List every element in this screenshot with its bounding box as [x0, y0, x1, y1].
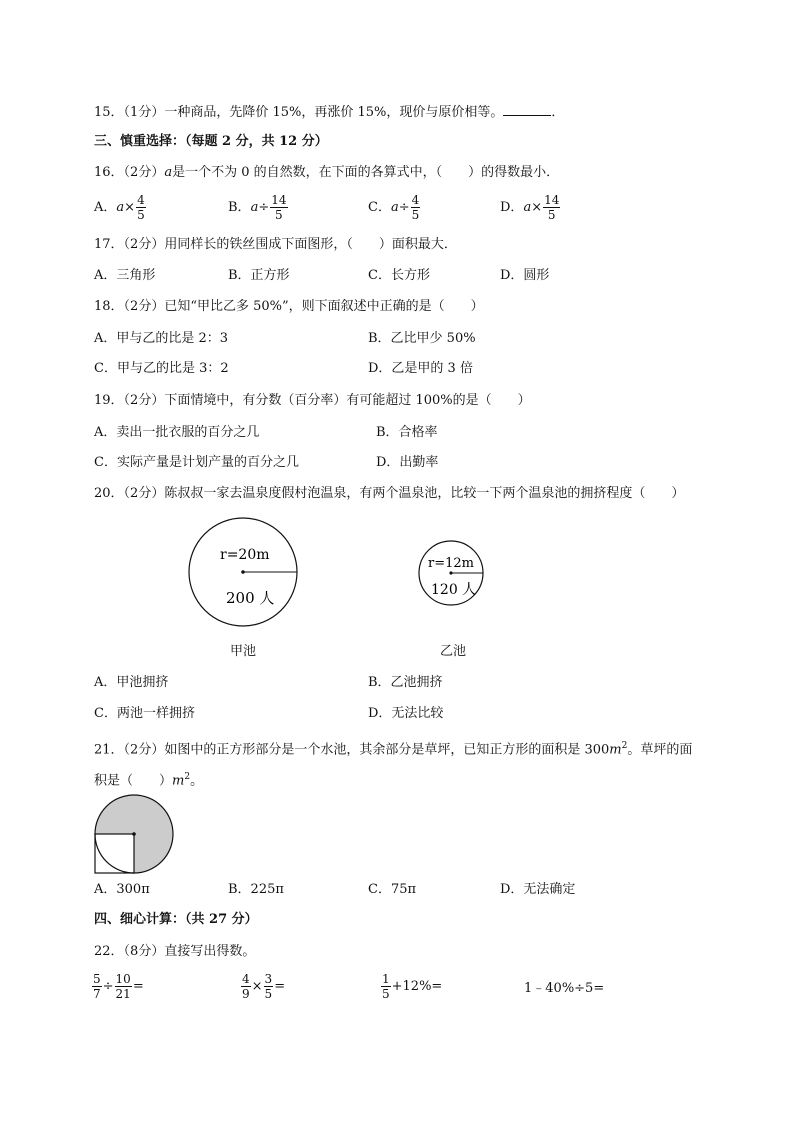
q18-option-d[interactable]: D．乙是甲的 3 倍: [368, 361, 473, 376]
q20-option-a[interactable]: A．甲池拥挤: [94, 675, 169, 690]
q16-option-c[interactable]: C．a÷ $\frac{4}{5}$: [368, 193, 420, 222]
pool-a-center: [241, 570, 245, 574]
pool-a-diagram: [180, 512, 310, 637]
q16-option-a[interactable]: A．a× $\frac{4}{5}$: [94, 193, 145, 222]
question-15: 15．（1分）一种商品，先降价 15%，再涨价 15%，现价与原价相等。 ．: [94, 105, 565, 120]
q16-option-d[interactable]: D．a× $\frac{14}{5}$: [500, 193, 560, 222]
section-3-heading: 三、慎重选择：（每题 2 分，共 12 分）: [94, 134, 328, 149]
q17-option-c[interactable]: C．长方形: [368, 268, 430, 283]
q20-option-c[interactable]: C．两池一样拥挤: [94, 706, 195, 721]
fraction: $\frac{4}{5}$: [137, 193, 145, 222]
q20-option-d[interactable]: D．无法比较: [368, 706, 444, 721]
question-18-stem: 18．（2分）已知“甲比乙多 50%”，则下面叙述中正确的是（ ）: [94, 299, 484, 314]
q19-option-c[interactable]: C．实际产量是计划产量的百分之几: [94, 455, 299, 470]
pond-square: [95, 834, 134, 873]
q22-expression-1[interactable]: $\frac{5}{7}$ ÷ $\frac{10}{21}$ =: [93, 972, 144, 1001]
q20-option-b[interactable]: B．乙池拥挤: [368, 675, 443, 690]
diagram-center: [132, 832, 136, 836]
q17-option-b[interactable]: B．正方形: [228, 268, 290, 283]
pool-a-people-label: 200 人: [226, 589, 275, 607]
q21-option-a[interactable]: A．300π: [94, 882, 150, 897]
fraction: $\frac{4}{5}$: [411, 193, 420, 222]
question-19-stem: 19．（2分）下面情境中，有分数（百分率）有可能超过 100%的是（ ）: [94, 393, 531, 408]
q21-option-d[interactable]: D．无法确定: [500, 882, 576, 897]
section-4-heading: 四、细心计算：（共 27 分）: [94, 912, 258, 927]
pool-a-radius-label: r=20m: [220, 547, 270, 563]
pool-b-people-label: 120 人: [431, 582, 477, 598]
variable-a: a: [164, 165, 173, 180]
q22-expression-4[interactable]: 1﹣40%÷5=: [524, 981, 605, 996]
answer-blank[interactable]: [503, 103, 551, 116]
q17-option-a[interactable]: A．三角形: [94, 268, 156, 283]
q15-text: 15．（1分）一种商品，先降价 15%，再涨价 15%，现价与原价相等。: [94, 105, 504, 120]
q19-option-b[interactable]: B．合格率: [376, 425, 438, 440]
q19-option-d[interactable]: D．出勤率: [376, 455, 439, 470]
q18-option-c[interactable]: C．甲与乙的比是 3：2: [94, 361, 229, 376]
question-16-stem: 16．（2分）a是一个不为 0 的自然数，在下面的各算式中，（ ）的得数最小．: [94, 165, 560, 180]
question-20-stem: 20．（2分）陈叔叔一家去温泉度假村泡温泉，有两个温泉池，比较一下两个温泉池的拥挤程度（ ）: [94, 486, 685, 501]
pool-b-radius-label: r=12m: [428, 556, 474, 571]
pond-lawn-diagram: [90, 794, 180, 876]
q22-expression-3[interactable]: $\frac{1}{5}$ +12%=: [382, 972, 443, 1001]
fraction: $\frac{14}{5}$: [271, 193, 287, 222]
q18-option-b[interactable]: B．乙比甲少 50%: [368, 331, 476, 346]
question-21-stem-line2: 积是（ ）$m^2$。: [94, 772, 204, 789]
question-22-stem: 22．（8分）直接写出得数。: [94, 944, 256, 959]
question-21-stem-line1: 21．（2分）如图中的正方形部分是一个水池，其余部分是草坪，已知正方形的面积是 $300m^2$。草坪的面: [94, 741, 693, 758]
q16-option-b[interactable]: B．a÷ $\frac{14}{5}$: [228, 193, 287, 222]
pool-b-name: 乙池: [440, 644, 467, 659]
pool-b-diagram: [414, 540, 494, 610]
fraction: $\frac{14}{5}$: [544, 193, 560, 222]
q22-expression-2[interactable]: $\frac{4}{9}$ × $\frac{3}{5}$ =: [242, 972, 286, 1001]
question-17-stem: 17．（2分）用同样长的铁丝围成下面图形，（ ）面积最大．: [94, 237, 457, 252]
pool-a-name: 甲池: [230, 644, 257, 659]
q21-option-c[interactable]: C．75π: [368, 882, 417, 897]
pool-b-center: [449, 571, 452, 574]
q18-option-a[interactable]: A．甲与乙的比是 2：3: [94, 331, 229, 346]
q19-option-a[interactable]: A．卖出一批衣服的百分之几: [94, 425, 260, 440]
q21-option-b[interactable]: B．225π: [228, 882, 284, 897]
q17-option-d[interactable]: D．圆形: [500, 268, 550, 283]
